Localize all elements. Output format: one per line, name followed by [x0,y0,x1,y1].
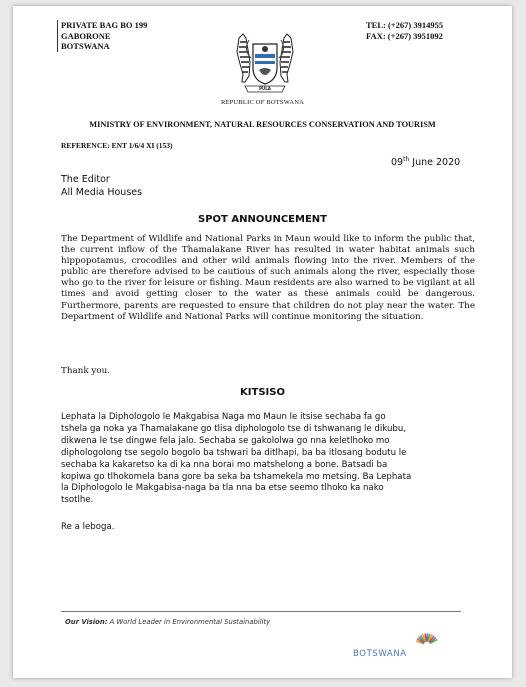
vision-label: Our Vision: [65,618,108,626]
address-line-2: GABORONE [61,30,111,41]
date-suffix: th [403,156,410,163]
setswana-body [61,412,477,507]
vision-statement [65,618,270,626]
setswana-line: dikwena le tse dingwe fela jalo. Sechaba se gakololwa go nna keletlhoko mo [61,435,390,446]
english-body: The Department of Wildlife and National Parks in Maun would like to inform the public that, the current inflow of the Thamalakane River has resulted in water habitat animals such hippopotamus, crocodiles and other wild animals flowing into the river. Members of the public are therefore advised to be cautious of such animals along the river, especially those who go to the river for leisure or fishing. Maun residents are also warned to be vigilant at all times and avoid getting closer to the water as these animals could be dangerous. Furthermore, parents are requested to ensure that children do not play near the water. The Department of Wildlife and National Parks will continue monitoring the situation. [61,234,475,322]
setswana-closing: Re a leboga. [61,522,115,532]
setswana-line: tshela ga noka ya Thamalakane go tlisa diphologolo tse di tshwanang le dikubu, [61,423,407,434]
date-rest: June 2020 [409,157,461,169]
contact-info [366,20,443,41]
date-day: 09 [391,157,404,169]
address-divider [57,20,58,52]
setswana-line: tsotlhe. [61,495,94,506]
ministry-name: MINISTRY OF ENVIRONMENT, NATURAL RESOURCES CONSERVATION AND TOURISM [89,120,436,129]
vision-text: A World Leader in Environmental Sustainability [107,618,271,626]
telephone: TEL: (+267) 3914955 [366,20,444,30]
logo-text: BOTSWANA [353,649,407,659]
address-line-3: BOTSWANA [61,41,110,51]
addressee-line-1: The Editor [61,174,110,185]
letter-date [391,156,460,168]
english-closing: Thank you. [61,366,111,376]
republic-label: REPUBLIC OF BOTSWANA [220,99,305,106]
letter-page [13,6,512,678]
setswana-line: diphologolong tse segolo bogolo ba tshwari ba ditlhapi, ba ba itlosang bodutu le [61,447,407,458]
english-title: SPOT ANNOUNCEMENT [198,214,327,225]
postal-address [61,20,147,52]
footer-divider [61,611,461,612]
coat-motto: PULA [259,86,271,91]
setswana-line: kopiwa go tlhokomela bana gore ba seka ba tshamekela mo metsing. Ba Lephata [61,471,412,482]
setswana-title: KITSISO [240,387,285,398]
addressee [61,174,142,199]
address-line-1: PRIVATE BAG BO 199 [61,20,148,30]
fax: FAX: (+267) 3951092 [366,30,443,41]
addressee-line-2: All Media Houses [61,186,143,198]
setswana-line: Lephata la Diphologolo le Makgabisa Naga mo Maun le itsise sechaba fa go [61,412,386,422]
reference-number: REFERENCE: ENT 1/6/4 XI (153) [61,141,173,150]
setswana-line: la Diphologolo le Makgabisa-naga ba tla nna ba etse seemo tlhoko ka nako [61,483,384,494]
botswana-brand-logo [353,631,463,669]
setswana-line: sechaba ka kakaretso ka di ka nna borai mo matshelong a bone. Batsadi ba [61,459,388,470]
